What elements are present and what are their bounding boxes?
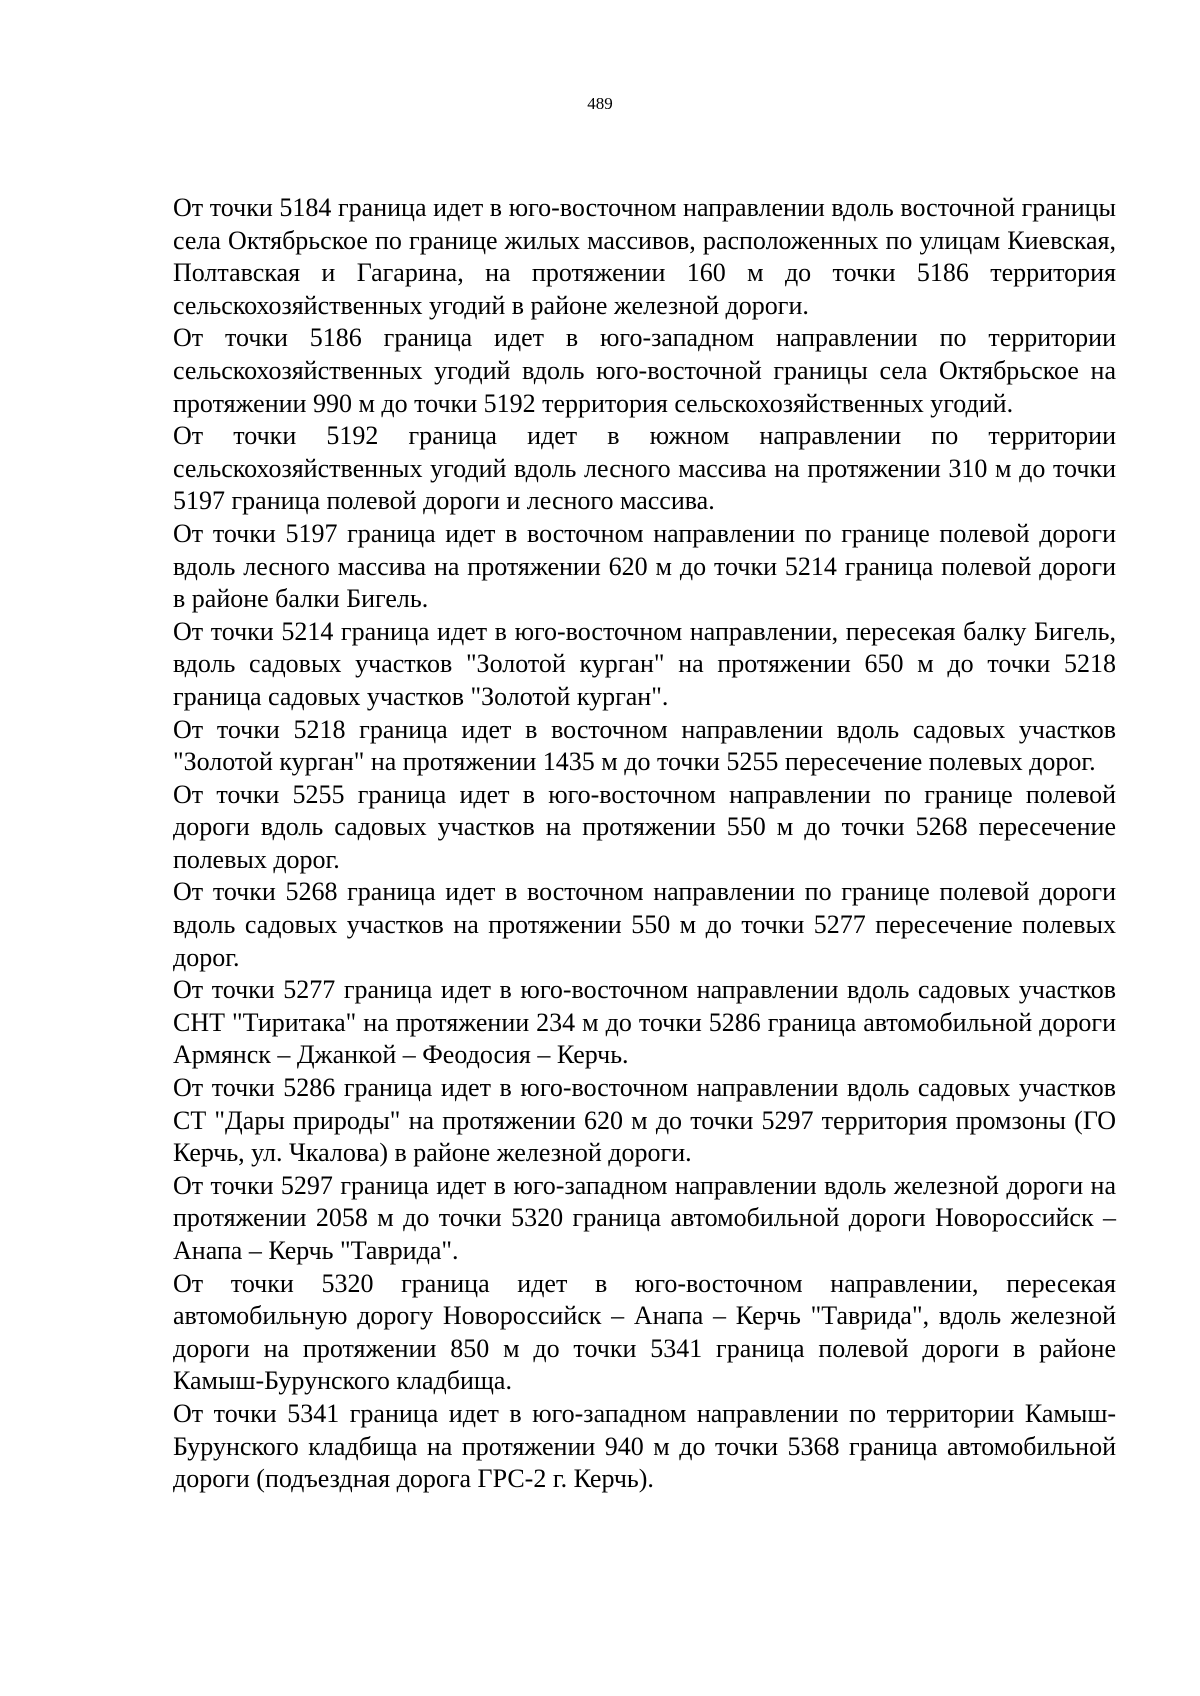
paragraph: От точки 5186 граница идет в юго-западном направлении по территории сельскохозяйственных угодий вдоль юго-восточной границы села Октябрьское на протяжении 990 м до точки 5192 территория сельскохозяйственных угодий. <box>173 323 1116 418</box>
paragraph: От точки 5297 граница идет в юго-западном направлении вдоль железной дороги на протяжении 2058 м до точки 5320 граница автомобильной дороги Новороссийск – Анапа – Керчь "Таврида". <box>173 1170 1116 1265</box>
paragraph: От точки 5255 граница идет в юго-восточном направлении по границе полевой дороги вдоль садовых участков на протяжении 550 м до точки 5268 пересечение полевых дорог. <box>173 779 1116 874</box>
paragraph: От точки 5197 граница идет в восточном направлении по границе полевой дороги вдоль лесного массива на протяжении 620 м до точки 5214 граница полевой дороги в районе балки Бигель. <box>173 518 1116 614</box>
paragraph: От точки 5184 граница идет в юго-восточном направлении вдоль восточной границы села Октябрьское по границе жилых массивов, расположенных по улицам Киевская, Полтавская и Гагарина, на протяжении 160 м до точки 5186 территория сельскохозяйственных угодий в районе железной дороги. <box>173 193 1116 320</box>
page-number: 489 <box>587 94 613 113</box>
paragraph: От точки 5286 граница идет в юго-восточном направлении вдоль садовых участков СТ "Дары природы" на протяжении 620 м до точки 5297 территория промзоны (ГО Керчь, ул. Чкалова) в районе железной дороги. <box>173 1073 1116 1168</box>
paragraph: От точки 5320 граница идет в юго-восточном направлении, пересекая автомобильную дорогу Новороссийск – Анапа – Керчь "Таврида", вдоль железной дороги на протяжении 850 м до точки 5341 граница полевой дороги в районе Камыш-Бурунского кладбища. <box>173 1268 1116 1396</box>
paragraph: От точки 5218 граница идет в восточном направлении вдоль садовых участков "Золотой курган" на протяжении 1435 м до точки 5255 пересечение полевых дорог. <box>173 714 1116 777</box>
paragraph: От точки 5192 граница идет в южном направлении по территории сельскохозяйственных угодий вдоль лесного массива на протяжении 310 м до точки 5197 граница полевой дороги и лесного массива. <box>173 421 1116 516</box>
paragraph: От точки 5268 граница идет в восточном направлении по границе полевой дороги вдоль садовых участков на протяжении 550 м до точки 5277 пересечение полевых дорог. <box>173 877 1116 972</box>
paragraph: От точки 5214 граница идет в юго-восточном направлении, пересекая балку Бигель, вдоль садовых участков "Золотой курган" на протяжении 650 м до точки 5218 граница садовых участков "Золотой курган". <box>173 616 1116 711</box>
paragraph: От точки 5277 граница идет в юго-восточном направлении вдоль садовых участков СНТ "Тиритака" на протяжении 234 м до точки 5286 граница автомобильной дороги Армянск – Джанкой – Феодосия – Керчь. <box>173 975 1116 1070</box>
paragraph: От точки 5341 граница идет в юго-западном направлении по территории Камыш-Бурунского кладбища на протяжении 940 м до точки 5368 граница автомобильной дороги (подъездная дорога ГРС-2 г. Керчь). <box>173 1398 1116 1494</box>
document-body <box>173 192 1116 1496</box>
